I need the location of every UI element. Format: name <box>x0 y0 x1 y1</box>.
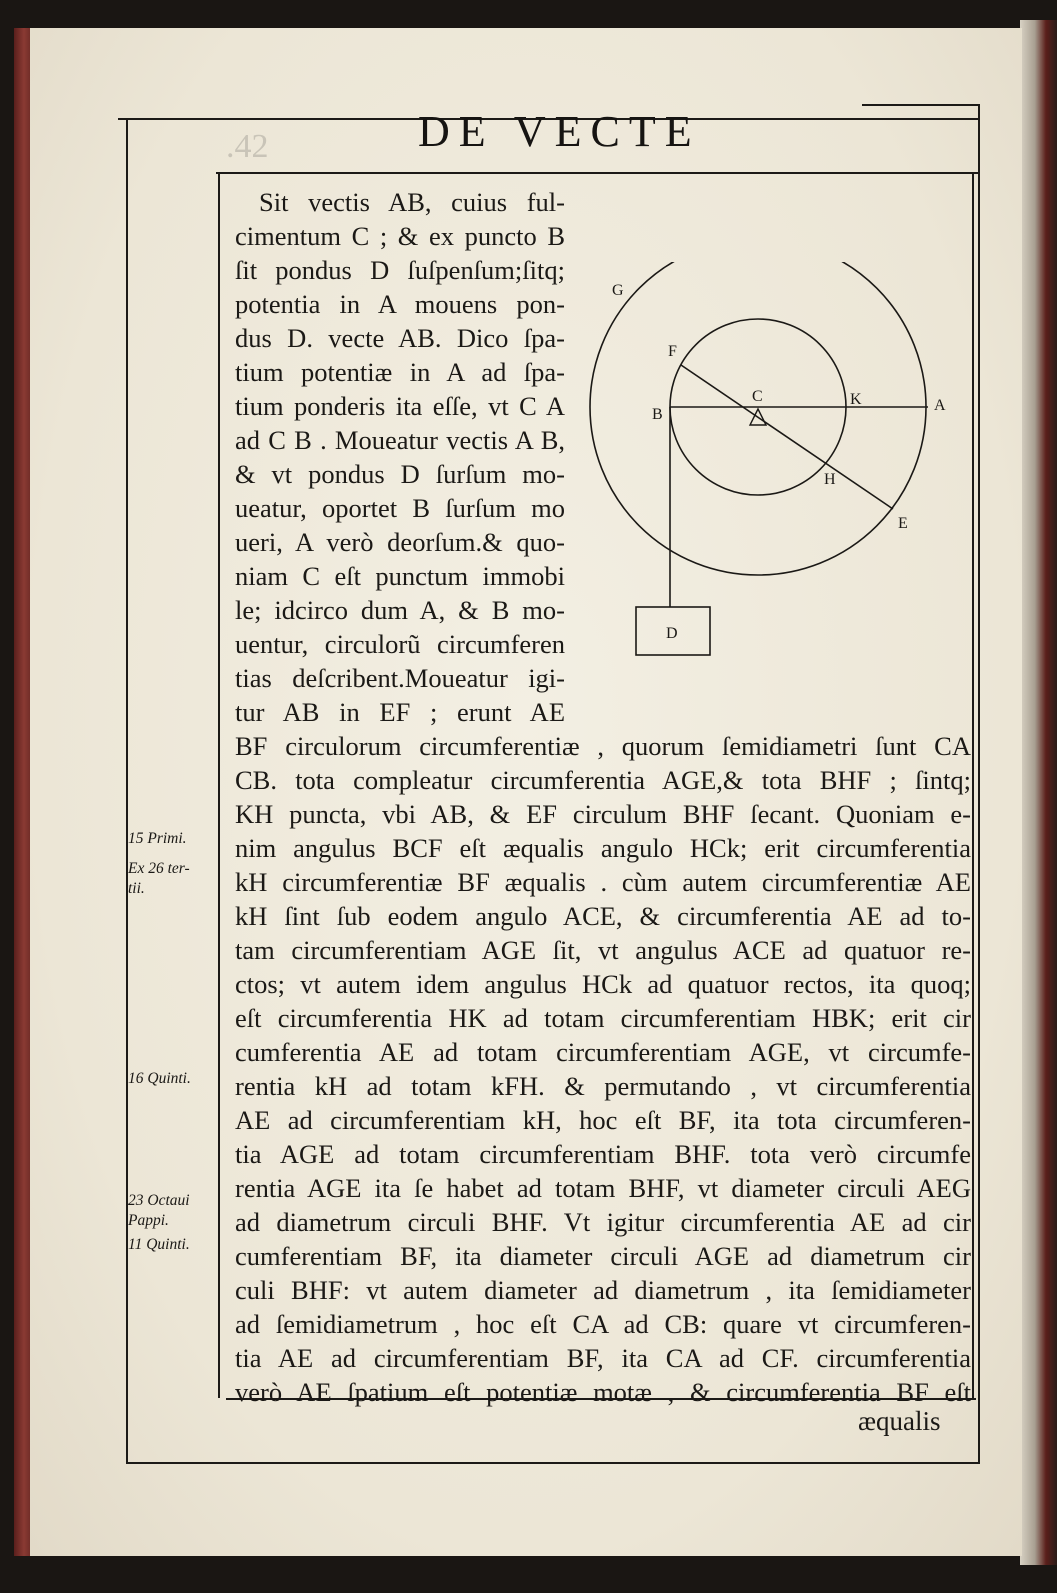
label-E: E <box>898 515 908 532</box>
text-line: ctos; vt autem idem angulus HCk ad quatuor rectos, ita quoq; <box>235 969 971 999</box>
text-line: dus D. vecte AB. Dico ſpa- <box>235 323 565 353</box>
text-line: niam C eſt punctum immobi <box>235 561 565 591</box>
text-line: tium potentiæ in A ad ſpa- <box>235 357 565 387</box>
text-line: kH circumferentiæ BF æqualis . cùm autem circumferentiæ AE <box>235 867 971 897</box>
text-line: tur AB in EF ; erunt AE <box>235 697 565 727</box>
label-B: B <box>652 406 663 423</box>
text-line: eſt circumferentia HK ad totam circumferentiam HBK; erit cir <box>235 1003 971 1033</box>
text-line: nim angulus BCF eſt æqualis angulo HCk; erit circumferentia <box>235 833 971 863</box>
text-line: ueatur, oportet B ſurſum mo <box>235 493 565 523</box>
text-column-left-rule <box>218 172 220 1398</box>
text-line: tias deſcribent.Moueatur igi- <box>235 663 565 693</box>
margin-note: 15 Primi. <box>128 830 187 847</box>
text-line: tia AGE ad totam circumferentiam BHF. tota verò circumfe <box>235 1139 971 1169</box>
label-A: A <box>934 397 946 414</box>
text-line: verò AE ſpatium eſt potentiæ motæ , & circumferentia BF eſt <box>235 1377 971 1407</box>
frame-right-rule <box>978 104 980 1462</box>
frame-top-rule-right <box>862 104 980 106</box>
text-line: CB. tota compleatur circumferentia AGE,& tota BHF ; ſintq; <box>235 765 971 795</box>
text-line: tium ponderis ita eſſe, vt C A <box>235 391 565 421</box>
text-line: ad diametrum circuli BHF. Vt igitur circumferentia AE ad cir <box>235 1207 971 1237</box>
text-line: KH puncta, vbi AB, & EF circulum BHF ſecant. Quoniam e- <box>235 799 971 829</box>
text-line: culi BHF: vt autem diameter ad diametrum , ita ſemidiameter <box>235 1275 971 1305</box>
circle-AGE <box>590 262 926 575</box>
lever-EF <box>681 365 893 509</box>
bleed-through-page-number: .42 <box>226 128 269 165</box>
text-line: cimentum C ; & ex puncto B <box>235 221 565 251</box>
margin-note: 11 Quinti. <box>128 1236 190 1253</box>
margin-note: Pappi. <box>128 1212 169 1229</box>
text-column-right-rule <box>972 172 974 1398</box>
label-K: K <box>850 391 862 408</box>
margin-note: 23 Octaui <box>128 1192 190 1209</box>
catchword: æqualis <box>858 1406 941 1436</box>
text-line: potentia in A mouens pon- <box>235 289 565 319</box>
text-line: cumferentia AE ad totam circumferentiam AGE, vt circumfe- <box>235 1037 971 1067</box>
margin-note: tii. <box>128 880 145 897</box>
margin-note: 16 Quinti. <box>128 1070 191 1087</box>
margin-note: Ex 26 ter- <box>128 860 190 877</box>
label-C: C <box>752 388 763 405</box>
label-F: F <box>668 343 677 360</box>
label-D: D <box>666 625 678 642</box>
text-line: le; idcirco dum A, & B mo- <box>235 595 565 625</box>
label-H: H <box>824 471 836 488</box>
frame-left-rule <box>126 118 128 1464</box>
label-G: G <box>612 282 624 299</box>
text-line: rentia AGE ita ſe habet ad totam BHF, vt diameter circuli AEG <box>235 1173 971 1203</box>
text-line: uentur, circulorũ circumferen <box>235 629 565 659</box>
frame-bottom-rule <box>126 1462 980 1464</box>
text-line: ad ſemidiametrum , hoc eſt CA ad CB: quare vt circumferen- <box>235 1309 971 1339</box>
text-line: kH ſint ſub eodem angulo ACE, & circumferentia AE ad to- <box>235 901 971 931</box>
text-line: BF circulorum circumferentiæ , quorum ſemidiametri ſunt CA <box>235 731 971 761</box>
text-line: & vt pondus D ſurſum mo- <box>235 459 565 489</box>
text-line: tam circumferentiam AGE ſit, vt angulus ACE ad quatuor re- <box>235 935 971 965</box>
binding-edge-right <box>1020 20 1057 1565</box>
text-line: ueri, A verò deorſum.& quo- <box>235 527 565 557</box>
page-header-title: DE VECTE <box>418 107 701 156</box>
text-line: ad C B . Moueatur vectis A B, <box>235 425 565 455</box>
header-underline <box>216 172 978 174</box>
text-line: Sit vectis AB, cuius ful- <box>259 187 565 217</box>
text-line: tia AE ad circumferentiam BF, ita CA ad CF. circumferentia <box>235 1343 971 1373</box>
text-line: rentia kH ad totam kFH. & permutando , vt circumferentia <box>235 1071 971 1101</box>
lever-diagram <box>588 262 968 682</box>
text-line: ſit pondus D ſuſpenſum;ſitq; <box>235 255 565 285</box>
text-line: AE ad circumferentiam kH, hoc eſt BF, ita tota circumferen- <box>235 1105 971 1135</box>
text-line: cumferentiam BF, ita diameter circuli AGE ad diametrum cir <box>235 1241 971 1271</box>
